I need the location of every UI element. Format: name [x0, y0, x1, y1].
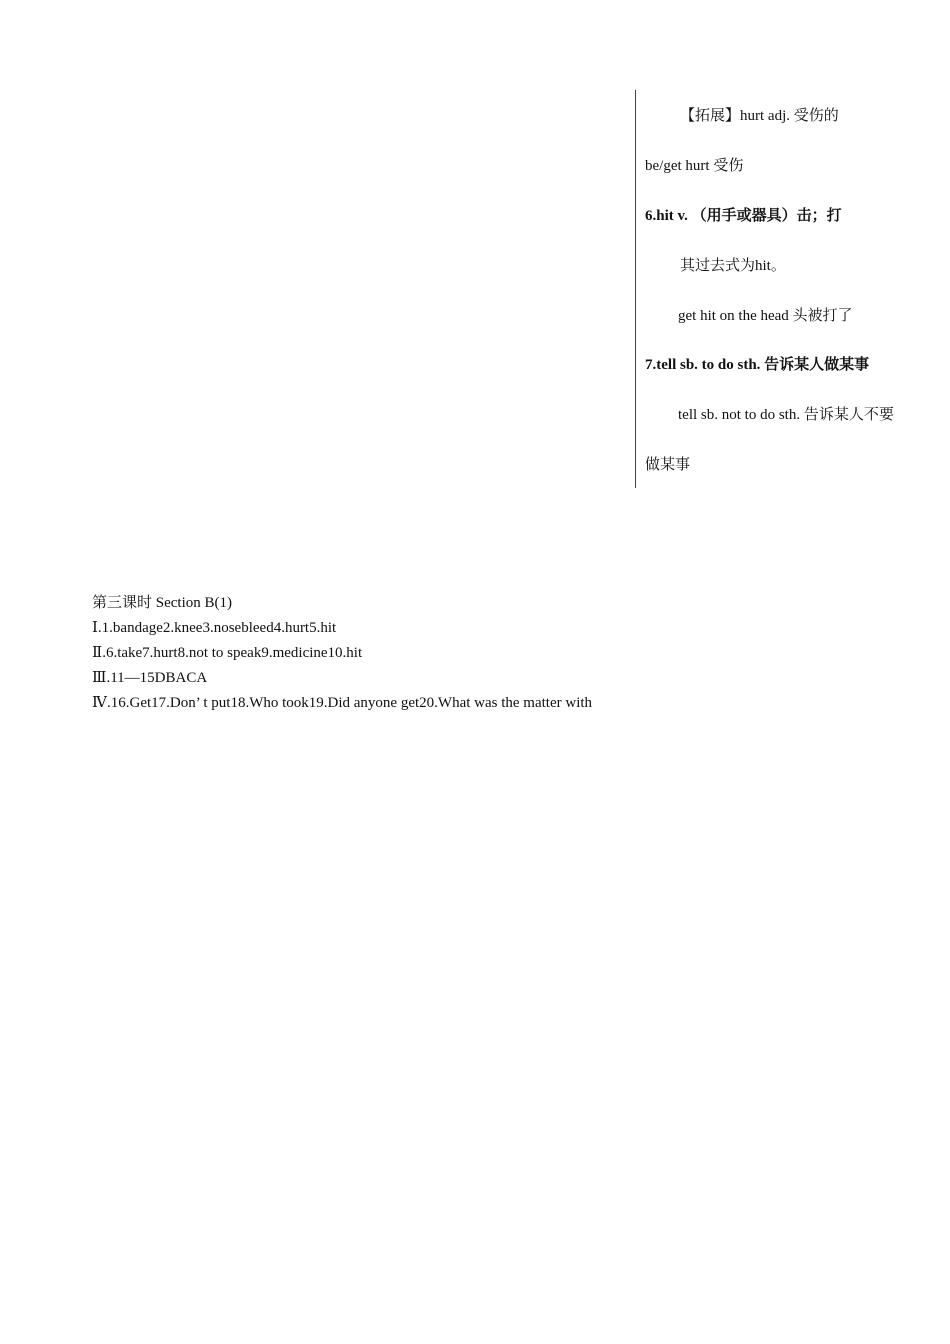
- margin-rule: [635, 90, 636, 488]
- answer-key-heading: 第三课时 Section B(1): [92, 595, 232, 611]
- answer-line: Ⅰ.1.bandage2.knee3.nosebleed4.hurt5.hit: [92, 620, 337, 636]
- answer-line: Ⅲ.11—15DBACA: [92, 670, 208, 686]
- note-line: 【拓展】hurt adj. 受伤的: [680, 108, 839, 124]
- note-line: be/get hurt 受伤: [645, 158, 744, 174]
- note-heading-tell: 7.tell sb. to do sth. 告诉某人做某事: [645, 357, 870, 373]
- note-line: get hit on the head 头被打了: [678, 308, 853, 324]
- note-line: 其过去式为hit。: [680, 258, 786, 274]
- note-line: tell sb. not to do sth. 告诉某人不要: [678, 407, 894, 423]
- answer-line: Ⅱ.6.take7.hurt8.not to speak9.medicine10.hit: [92, 645, 363, 661]
- answer-key: [92, 591, 892, 716]
- note-line: 做某事: [645, 457, 691, 473]
- note-heading-hit: 6.hit v. （用手或器具）击；打: [645, 208, 842, 224]
- answer-line: Ⅳ.16.Get17.Don’ t put18.Who took19.Did anyone get20.What was the matter with: [92, 695, 593, 711]
